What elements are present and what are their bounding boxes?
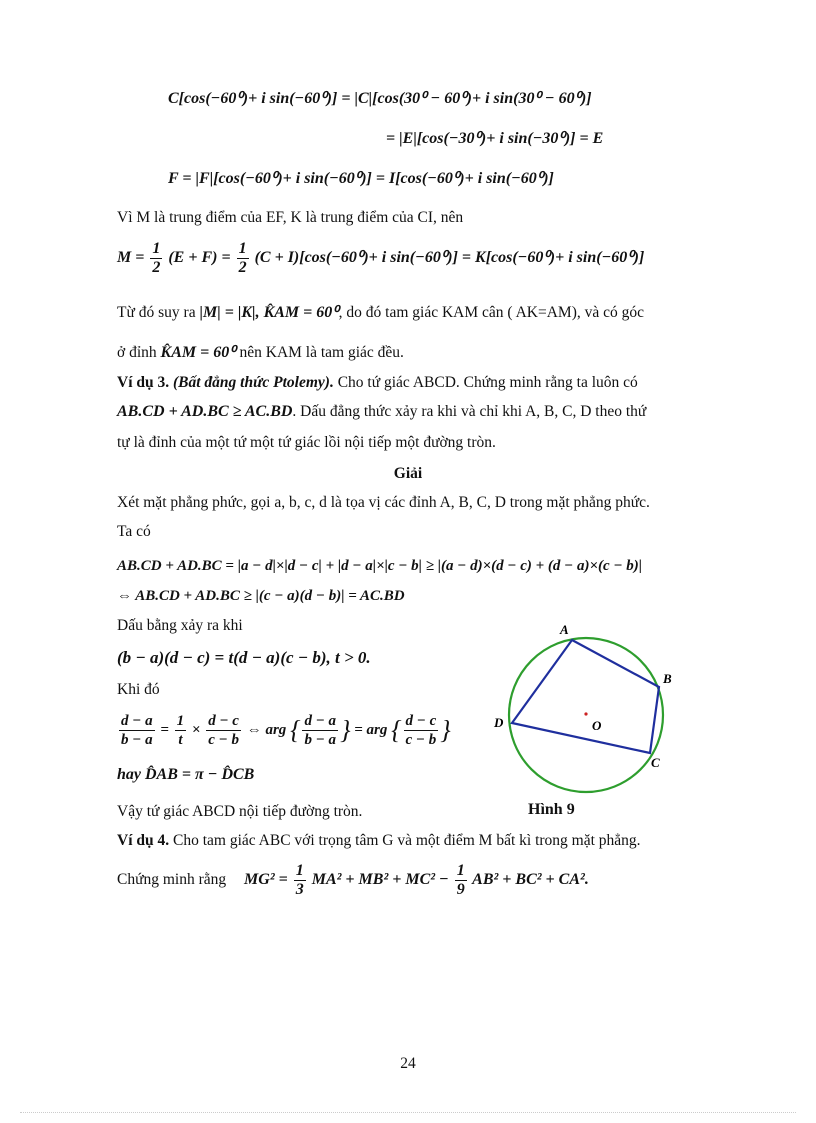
label-o: O	[592, 718, 602, 733]
equation-5: (b − a)(d − c) = t(d − a)(c − b), t > 0.	[117, 648, 371, 667]
eq6-iff-arg: ⇔ arg	[246, 721, 287, 738]
equation-1-line-3: F = |F|[cos(−60⁰)+ i sin(−60⁰)] = I[cos(−60⁰)+ i sin(−60⁰)]	[168, 170, 554, 187]
example-3-text-2: . Dấu đẳng thức xảy ra khi và chỉ khi A, B, C, D theo thứ	[292, 403, 647, 420]
eq2-frac2-den: 2	[238, 259, 247, 276]
solution-text-1: Xét mặt phẳng phức, gọi a, b, c, d là tọa vị các đỉnh A, B, C, D trong mặt phẳng phức.	[117, 494, 650, 511]
solution-text-2: Ta có	[117, 523, 151, 540]
eq6-f1-den: b − a	[121, 732, 153, 748]
paragraph-equilateral	[117, 342, 404, 362]
para3-text-a: ở đỉnh	[117, 344, 157, 361]
eq2-mid: (E + F) =	[168, 249, 231, 267]
eq6-equals-arg: = arg	[354, 721, 388, 738]
equation-6: $\frac{d - a}{b - a}$ = $\frac{1}{t}$ × $\frac{d - c}{c - b}$ ⇔ arg { $\frac{d - a}{b - a}$ } = arg { $\frac{d - c}{c - b}$ }	[121, 713, 451, 748]
eq6-f2-den: t	[178, 732, 183, 748]
example-3-statement	[117, 374, 638, 392]
eq6-f4-num: d − a	[304, 713, 337, 729]
paragraph-midpoint: Vì M là trung điểm của EF, K là trung điểm của CI, nên	[117, 209, 464, 226]
eq2-fraction-2	[237, 240, 249, 277]
eq6-fraction-2	[175, 712, 187, 749]
figure-caption: Hình 9	[528, 801, 575, 818]
para2-text-b: , do đó tam giác KAM cân ( AK=AM), và có góc	[338, 304, 644, 321]
eq6-f3-num: d − c	[208, 713, 239, 729]
eq6-f5-den: c − b	[405, 732, 437, 748]
eq8-rest: AB² + BC² + CA².	[472, 871, 589, 889]
equation-8	[244, 862, 589, 898]
eq8-fraction-1	[294, 862, 306, 899]
eq6-f3-den: c − b	[208, 732, 239, 748]
example-4-label: Ví dụ 4.	[117, 832, 170, 849]
solution-heading: Giải	[393, 465, 423, 482]
eq6-fraction-5	[404, 712, 439, 749]
eq6-fraction-1	[119, 712, 155, 749]
eq2-frac1-den: 2	[152, 259, 161, 276]
para3-equation: K̂AM = 60⁰	[160, 344, 236, 361]
eq8-f1-num: 1	[295, 862, 304, 879]
eq2-fraction-1	[150, 240, 162, 277]
example-3-equation: AB.CD + AD.BC ≥ AC.BD	[117, 403, 293, 420]
then-text: Khi đó	[117, 681, 160, 698]
eq6-fraction-4	[302, 712, 338, 749]
eq8-mid: MA² + MB² + MC² −	[311, 871, 449, 889]
figure-cyclic-quadrilateral	[480, 612, 690, 812]
eq2-frac1-num: 1	[152, 240, 161, 257]
eq6-equals: =	[160, 721, 169, 738]
example-3-text: Cho tứ giác ABCD. Chứng minh rằng ta luôn có	[337, 374, 638, 391]
example-4-statement	[117, 832, 641, 850]
equation-2	[117, 240, 644, 277]
eq2-lhs: M =	[117, 249, 145, 267]
footer-divider	[20, 1112, 796, 1113]
example-3-statement-line-3: tự là đỉnh của một tứ một tứ giác lồi nội tiếp một đường tròn.	[117, 434, 496, 451]
equation-7: hay D̂AB = π − D̂CB	[117, 766, 255, 783]
eq2-frac2-num: 1	[238, 240, 247, 257]
para2-equation: |M| = |K|, K̂AM = 60⁰	[199, 304, 339, 321]
eq2-rest: (C + I)[cos(−60⁰)+ i sin(−60⁰)] = K[cos(−60⁰)+ i sin(−60⁰)]	[254, 249, 645, 267]
label-d: D	[494, 715, 504, 730]
example-3-statement-line-2	[117, 403, 646, 421]
example-4-prove-text: Chứng minh rằng	[117, 871, 227, 889]
equation-1-line-2: = |E|[cos(−30⁰)+ i sin(−30⁰)] = E	[386, 130, 604, 147]
eq8-f2-num: 1	[456, 862, 465, 879]
eq8-fraction-2	[455, 862, 467, 899]
label-c: C	[651, 755, 660, 770]
eq8-f2-den: 9	[456, 881, 465, 898]
page-number: 24	[400, 1055, 416, 1072]
eq6-times: ×	[191, 721, 201, 738]
para3-text-b: nên KAM là tam giác đều.	[239, 344, 404, 361]
eq6-f1-num: d − a	[121, 713, 153, 729]
example-3-label: Ví dụ 3.	[117, 374, 170, 391]
paragraph-conclude-isosceles	[117, 302, 644, 322]
para2-text-a: Từ đó suy ra	[117, 304, 196, 321]
eq8-lhs: MG² =	[244, 871, 288, 889]
example-4-text: Cho tam giác ABC với trọng tâm G và một điểm M bất kì trong mặt phẳng.	[173, 832, 641, 849]
center-point	[584, 712, 587, 715]
label-a: A	[560, 622, 569, 637]
eq8-f1-den: 3	[295, 881, 304, 898]
example-4-prove-line	[117, 862, 589, 899]
example-3-title: (Bất đẳng thức Ptolemy).	[173, 374, 334, 391]
conclusion-text: Vậy tứ giác ABCD nội tiếp đường tròn.	[117, 803, 363, 820]
eq6-f5-num: d − c	[405, 713, 437, 729]
eq6-f4-den: b − a	[304, 732, 337, 748]
equation-3: AB.CD + AD.BC = |a − d|×|d − c| + |d − a|×|c − b| ≥ |(a − d)×(d − c) + (d − a)×(c − b)|	[117, 558, 643, 574]
equality-condition-text: Dấu bằng xảy ra khi	[117, 617, 243, 634]
equation-1-line-1: C[cos(−60⁰)+ i sin(−60⁰)] = |C|[cos(30⁰ − 60⁰)+ i sin(30⁰ − 60⁰)]	[168, 90, 592, 107]
equation-4: ⇔ AB.CD + AD.BC ≥ |(c − a)(d − b)| = AC.BD	[117, 588, 405, 604]
label-b: B	[663, 671, 672, 686]
eq6-f2-num: 1	[176, 713, 185, 729]
eq6-fraction-3	[206, 712, 241, 749]
